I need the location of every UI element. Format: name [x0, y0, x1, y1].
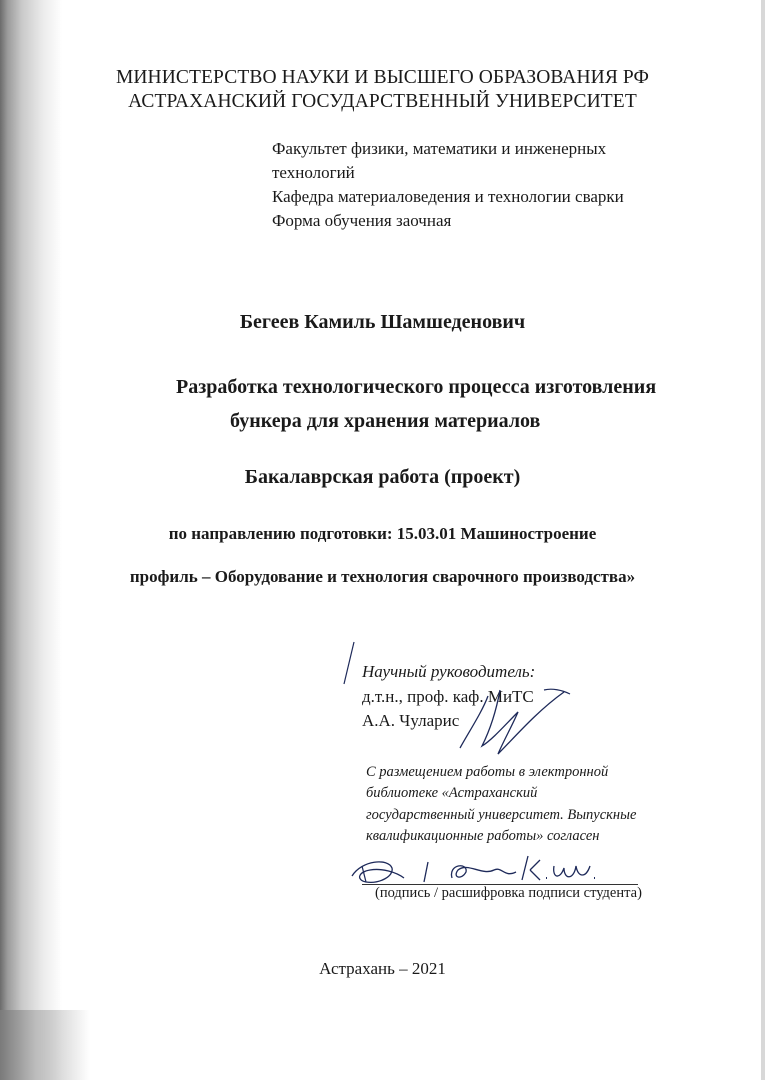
supervisor-position: д.т.н., проф. каф. МиТС	[362, 687, 534, 706]
training-profile: профиль – Оборудование и технология сварочного производства»	[129, 567, 636, 586]
pen-mark	[340, 640, 360, 688]
faculty-line-continued: технологий	[272, 163, 355, 182]
university-heading: АСТРАХАНСКИЙ ГОСУДАРСТВЕННЫЙ УНИВЕРСИТЕТ	[128, 91, 637, 112]
department-line: Кафедра материаловедения и технологии сварки	[272, 187, 624, 206]
thesis-title-line-1: Разработка технологического процесса изготовления	[176, 376, 657, 398]
training-direction: по направлению подготовки: 15.03.01 Машиностроение	[168, 524, 597, 543]
consent-line-3: государственный университет. Выпускные	[366, 807, 637, 823]
study-form-line: Форма обучения заочная	[272, 211, 452, 230]
faculty-line: Факультет физики, математики и инженерных	[272, 139, 607, 158]
city-year: Астрахань – 2021	[319, 959, 446, 978]
scan-edge-shadow-bottom	[0, 1010, 90, 1080]
work-type: Бакалаврская работа (проект)	[244, 466, 521, 488]
ministry-heading: МИНИСТЕРСТВО НАУКИ И ВЫСШЕГО ОБРАЗОВАНИЯ РФ	[115, 67, 650, 88]
thesis-title-line-2: бункера для хранения материалов	[230, 410, 541, 432]
consent-line-4: квалификационные работы» согласен	[366, 828, 600, 844]
consent-line-2: библиотеке «Астраханский	[366, 785, 538, 801]
student-name: Бегеев Камиль Шамшеденович	[239, 311, 526, 333]
consent-line-1: С размещением работы в электронной	[366, 764, 609, 780]
supervisor-name: А.А. Чуларис	[362, 711, 460, 730]
signature-caption: (подпись / расшифровка подписи студента)	[375, 885, 642, 901]
supervisor-signature	[452, 682, 582, 762]
supervisor-label: Научный руководитель:	[362, 662, 536, 681]
